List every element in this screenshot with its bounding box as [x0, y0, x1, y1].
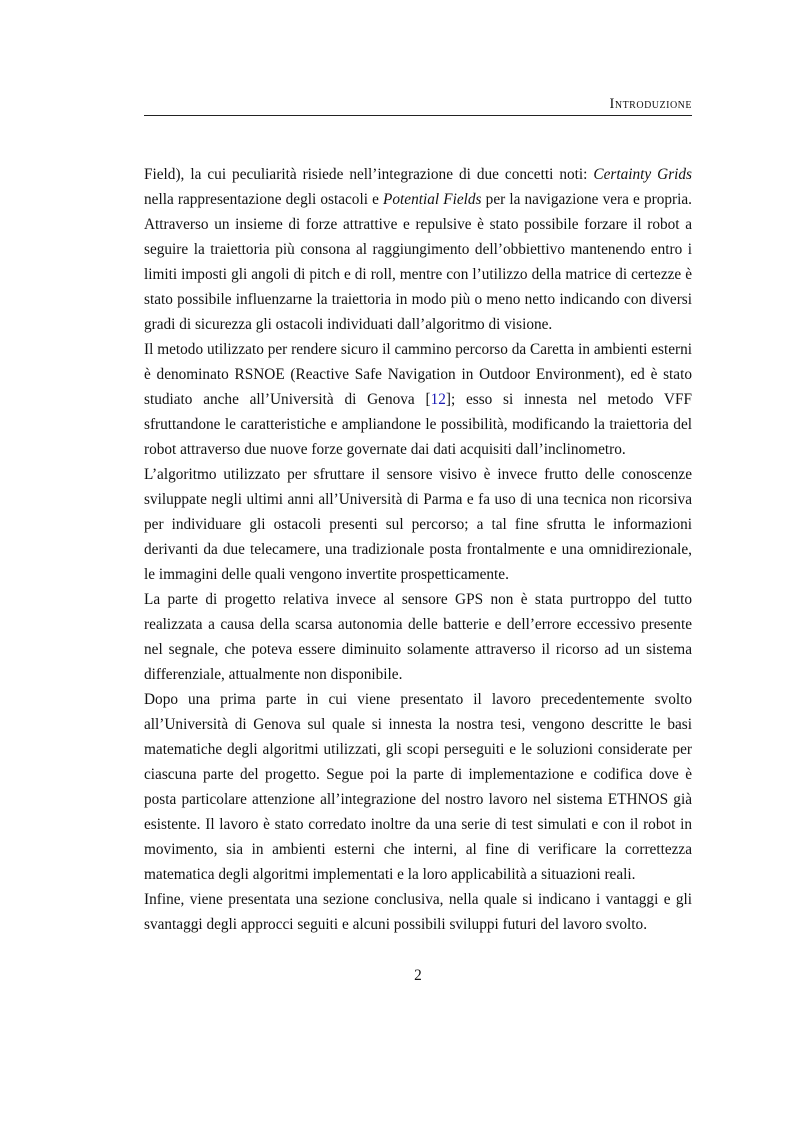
paragraph-4: La parte di progetto relativa invece al sensore GPS non è stata purtroppo del tutto realizzata a causa della scarsa autonomia delle batterie e dell’errore eccessivo presente nel segnale, che poteva essere diminuito solamente attraverso il ricorso ad un sistema differenziale, attualmente non disponibile.	[144, 591, 692, 683]
paragraph-3: L’algoritmo utilizzato per sfruttare il sensore visivo è invece frutto delle conoscenze sviluppate negli ultimi anni all’Università di Parma e fa uso di una tecnica non ricorsiva per individuare gli ostacoli presenti sul percorso; a tal fine sfrutta le informazioni derivanti da due telecamere, una tradizionale posta frontalmente e una omnidirezionale, le immagini delle quali vengono invertite prospetticamente.	[144, 466, 692, 583]
paragraph-2	[144, 337, 692, 462]
paragraph-1-text-a: Field), la cui peculiarità risiede nell’integrazione di due concetti noti:	[144, 166, 594, 183]
paragraph-1-text-b: nella rappresentazione degli ostacoli e	[144, 191, 384, 208]
term-certainty-grids: Certainty Grids	[593, 166, 692, 183]
running-header	[144, 90, 692, 116]
paragraph-6: Infine, viene presentata una sezione conclusiva, nella quale si indicano i vantaggi e gli svantaggi degli approcci seguiti e alcuni possibili sviluppi futuri del lavoro svolto.	[144, 891, 692, 933]
citation-link[interactable]: 12	[430, 391, 446, 408]
page-number: 2	[414, 967, 422, 984]
paragraph-5: Dopo una prima parte in cui viene presentato il lavoro precedentemente svolto all’Università di Genova sul quale si innesta la nostra tesi, vengono descritte le basi matematiche degli algoritmi utilizzati, gli scopi perseguiti e le soluzioni considerate per ciascuna parte del progetto. Segue poi la parte di implementazione e codifica dove è posta particolare attenzione all’integrazione del nostro lavoro nel sistema ETHNOS già esistente. Il lavoro è stato corredato inoltre da una serie di test simulati e con il robot in movimento, sia in ambienti esterni che interni, al fine di verificare la correttezza matematica degli algoritmi implementati e la loro applicabilità a situazioni reali.	[144, 691, 692, 883]
term-potential-fields: Potential Fields	[383, 191, 482, 208]
paragraph-1-text-c: per la navigazione vera e propria. Attraverso un insieme di forze attrattive e repulsive è stato possibile forzare il robot a seguire la traiettoria più consona al raggiungimento dell’obbiettivo mantenendo entro i limiti imposti gli angoli di pitch e di roll, mentre con l’utilizzo della matrice di certezze è stato possibile influenzarne la traiettoria in modo più o meno netto indicando con diversi gradi di sicurezza gli ostacoli individuati dall’algoritmo di visione.	[144, 191, 692, 333]
paragraph-2-text-b: ]; esso si innesta nel metodo VFF sfruttandone le caratteristiche e ampliandone le possibilità, modificando la traiettoria del robot attraverso due nuove forze governate dai dati acquisiti dall’inclinometro.	[144, 391, 692, 458]
paragraph-2-text-a: Il metodo utilizzato per rendere sicuro il cammino percorso da Caretta in ambienti esterni è denominato RSNOE (Reactive Safe Navigation in Outdoor Environment), ed è stato studiato anche all’Università di Genova [	[144, 341, 692, 408]
chapter-title: Introduzione	[609, 96, 692, 112]
paragraph-1	[144, 162, 692, 337]
main-text	[144, 162, 692, 937]
